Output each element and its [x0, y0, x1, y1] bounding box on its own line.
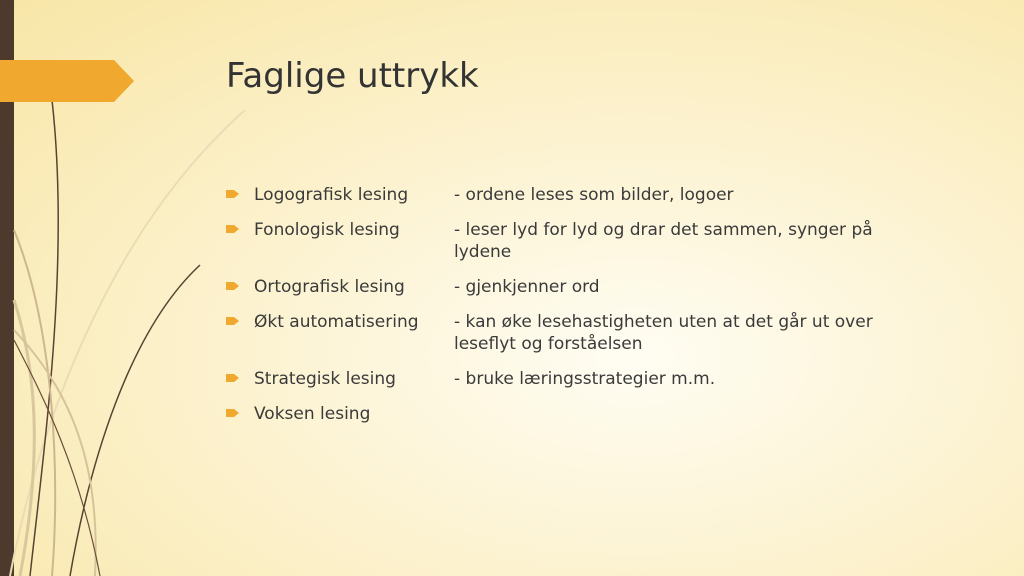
item-description: - kan øke lesehastigheten uten at det går ut over leseflyt og forståelsen	[454, 312, 873, 354]
list-item	[226, 184, 986, 206]
item-description: - ordene leses som bilder, logoer	[454, 185, 734, 205]
arrow-bullet-icon	[226, 190, 239, 198]
list-item	[226, 311, 986, 355]
list-item	[226, 276, 986, 298]
list-item	[226, 403, 986, 425]
item-term: Ortografisk lesing	[254, 277, 405, 297]
item-term: Fonologisk lesing	[254, 220, 400, 240]
item-term: Økt automatisering	[254, 312, 419, 332]
item-term: Logografisk lesing	[254, 185, 409, 205]
list-item	[226, 219, 986, 263]
arrow-bullet-icon	[226, 409, 239, 417]
arrow-bullet-icon	[226, 317, 239, 325]
item-term: Strategisk lesing	[254, 369, 396, 389]
item-description	[454, 403, 924, 425]
arrow-bullet-icon	[226, 282, 239, 290]
item-description: - bruke læringsstrategier m.m.	[454, 369, 716, 389]
item-description: - leser lyd for lyd og drar det sammen, synger på lydene	[454, 220, 873, 262]
arrow-bullet-icon	[226, 374, 239, 382]
title-accent-tab	[0, 60, 134, 102]
bullet-list	[226, 184, 986, 438]
arrow-bullet-icon	[226, 225, 239, 233]
page-title: Faglige uttrykk	[226, 56, 479, 96]
item-term: Voksen lesing	[254, 404, 371, 424]
item-description: - gjenkjenner ord	[454, 277, 600, 297]
list-item	[226, 368, 986, 390]
